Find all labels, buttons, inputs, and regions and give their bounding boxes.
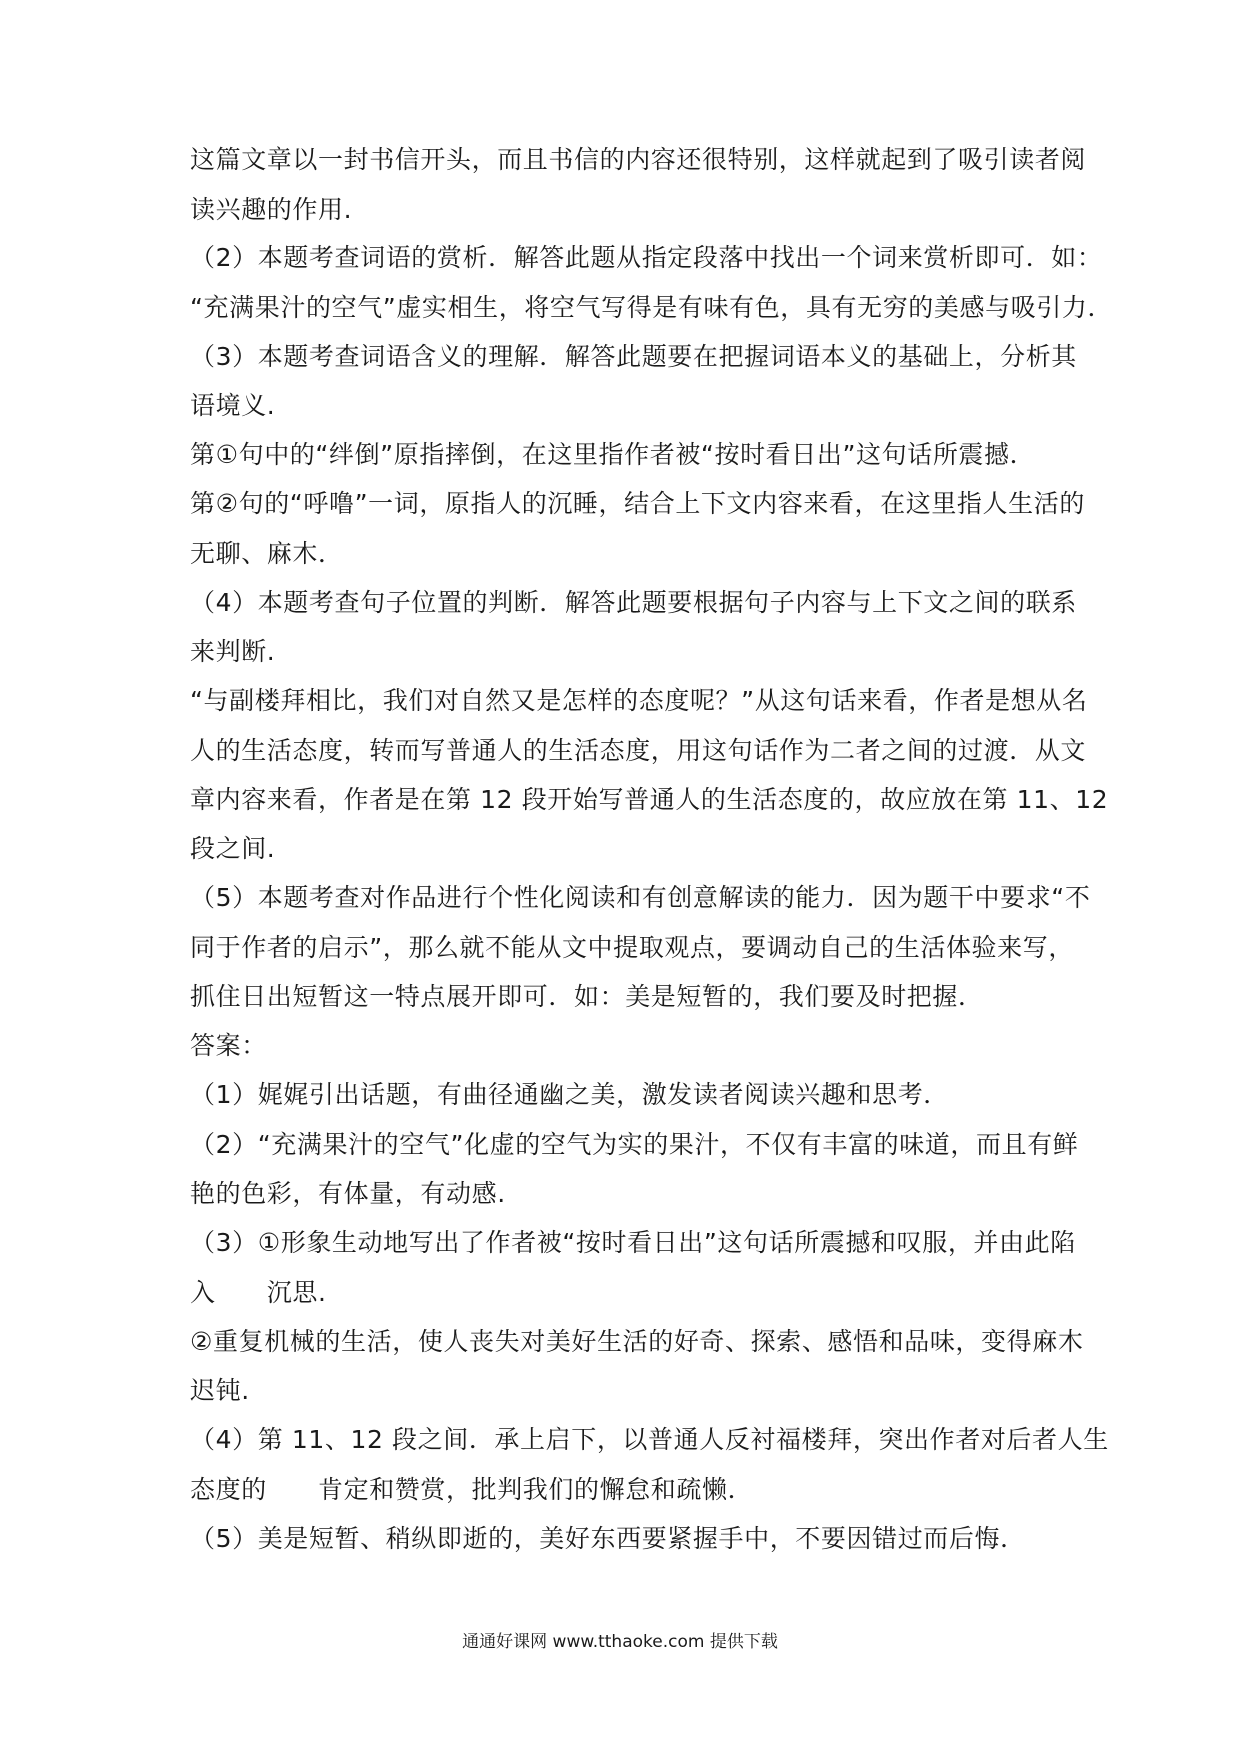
text-line: （5）本题考查对作品进行个性化阅读和有创意解读的能力．因为题干中要求“不	[190, 883, 1091, 912]
text-line: 答案：	[190, 1031, 267, 1060]
text-line: （2）本题考查词语的赏析．解答此题从指定段落中找出一个词来赏析即可．如：	[190, 243, 1103, 272]
text-line: “与副楼拜相比，我们对自然又是怎样的态度呢？”从这句话来看，作者是想从名	[190, 686, 1088, 715]
text-line: ②重复机械的生活，使人丧失对美好生活的好奇、探索、感悟和品味，变得麻木	[190, 1327, 1084, 1356]
text-line: 这篇文章以一封书信开头，而且书信的内容还很特别，这样就起到了吸引读者阅	[190, 145, 1087, 174]
text-line: 章内容来看，作者是在第 12 段开始写普通人的生活态度的，故应放在第 11、12	[190, 785, 1109, 814]
footer-credit: 通通好课网 www.tthaoke.com 提供下载	[462, 1632, 778, 1652]
text-line: （4）本题考查句子位置的判断．解答此题要根据句子内容与上下文之间的联系	[190, 588, 1077, 617]
text-line: 语境义.	[190, 391, 276, 420]
text-line: 人的生活态度，转而写普通人的生活态度，用这句话作为二者之间的过渡．从文	[190, 736, 1087, 765]
text-line: “充满果汁的空气”虚实相生，将空气写得是有味有色，具有无穷的美感与吸引力．	[190, 293, 1114, 322]
text-line: 第①句中的“绊倒”原指摔倒，在这里指作者被“按时看日出”这句话所震撼．	[190, 440, 1036, 469]
text-line: （4）第 11、12 段之间．承上启下，以普通人反衬福楼拜，突出作者对后者人生	[190, 1425, 1109, 1454]
text-line: 段之间.	[190, 834, 276, 863]
text-line: （2）“充满果汁的空气”化虚的空气为实的果汁，不仅有丰富的味道，而且有鲜	[190, 1130, 1079, 1159]
text-line: （5）美是短暂、稍纵即逝的，美好东西要紧握手中，不要因错过而后悔．	[190, 1524, 1026, 1553]
text-line: 读兴趣的作用.	[190, 195, 353, 224]
text-line: 抓住日出短暂这一特点展开即可．如：美是短暂的，我们要及时把握．	[190, 982, 984, 1011]
text-line: 态度的 肯定和赞赏，批判我们的懈怠和疏懒．	[190, 1475, 754, 1504]
text-line: 同于作者的启示”，那么就不能从文中提取观点，要调动自己的生活体验来写，	[190, 933, 1074, 962]
text-line: 入 沉思.	[190, 1278, 327, 1307]
text-line: （3）①形象生动地写出了作者被“按时看日出”这句话所震撼和叹服，并由此陷	[190, 1228, 1076, 1257]
text-line: 第②句的“呼噜”一词，原指人的沉睡，结合上下文内容来看，在这里指人生活的	[190, 489, 1085, 518]
text-line: （3）本题考查词语含义的理解．解答此题要在把握词语本义的基础上，分析其	[190, 342, 1077, 371]
text-line: 艳的色彩，有体量，有动感.	[190, 1179, 506, 1208]
text-line: 来判断.	[190, 637, 276, 666]
text-line: 迟钝.	[190, 1376, 250, 1405]
text-line: 无聊、麻木．	[190, 539, 344, 568]
text-line: （1）娓娓引出话题，有曲径通幽之美，激发读者阅读兴趣和思考．	[190, 1080, 949, 1109]
